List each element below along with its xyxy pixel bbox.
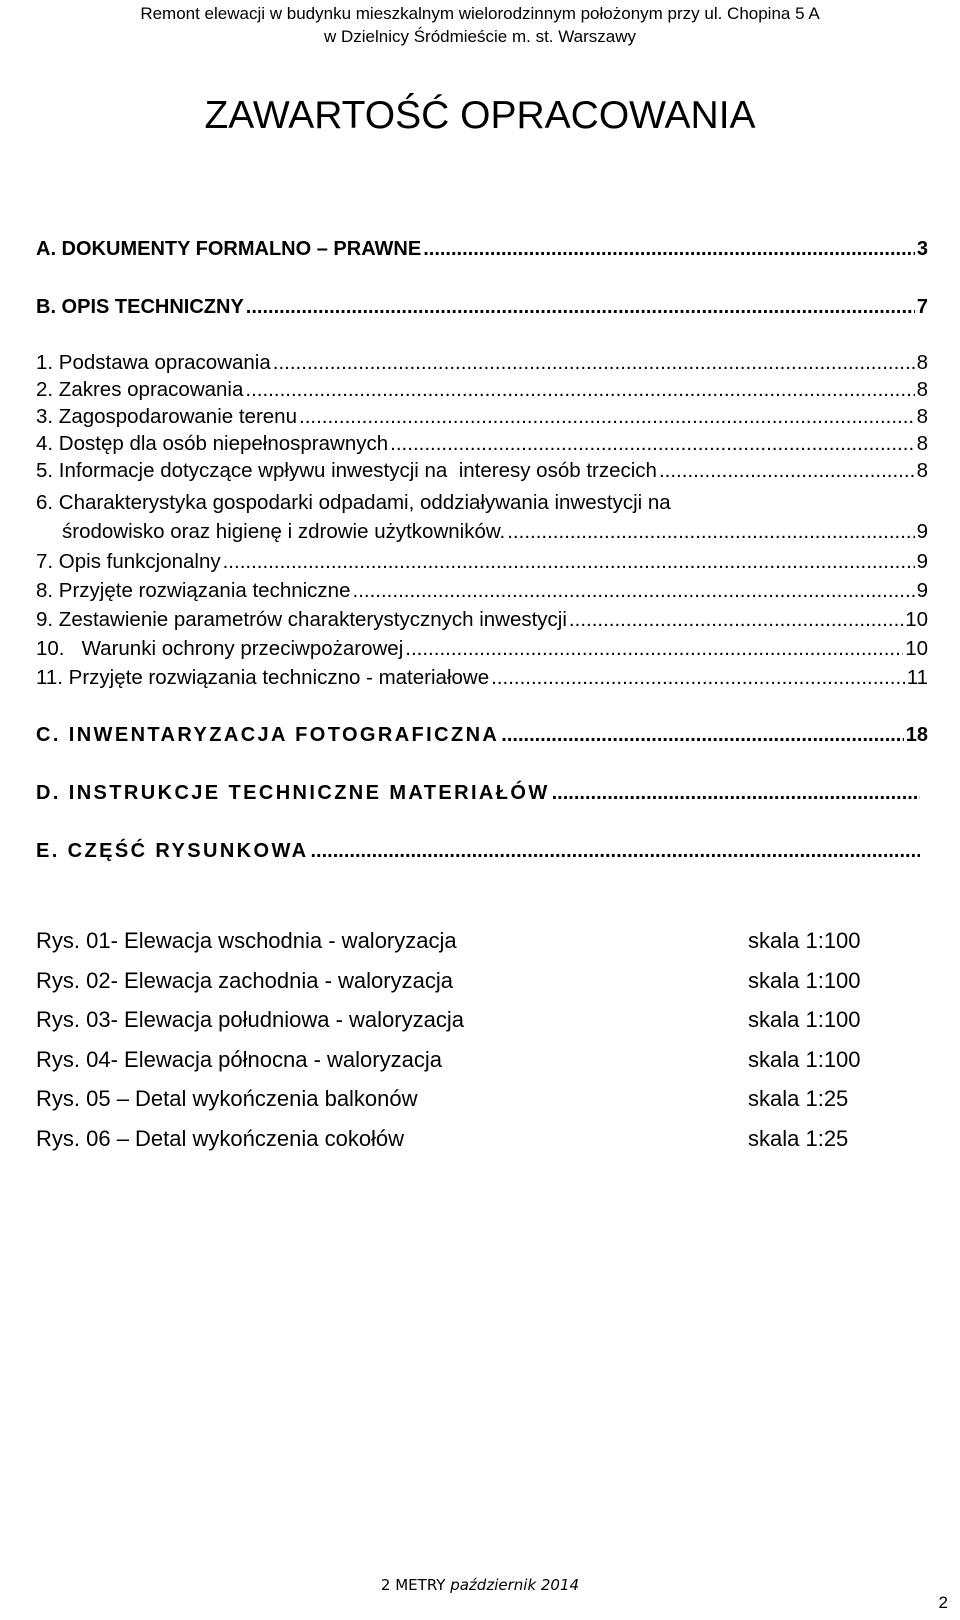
toc-leader [353, 577, 915, 605]
toc-page: 8 [916, 378, 928, 401]
toc-leader [390, 430, 914, 458]
toc-item[interactable] [36, 635, 928, 663]
toc-page: 8 [916, 351, 928, 374]
toc-leader [245, 376, 914, 404]
toc-item[interactable] [36, 664, 928, 692]
drawing-title: Rys. 03- Elewacja południowa - waloryzacja [36, 1007, 464, 1032]
toc-item[interactable] [36, 430, 928, 458]
toc-page: 10 [905, 637, 928, 660]
toc-item[interactable] [36, 489, 928, 517]
toc-label: 9. Zestawienie parametrów charakterystycznych inwestycji [36, 608, 567, 631]
toc-leader [299, 403, 915, 431]
toc-label: E. CZĘŚĆ RYSUNKOWA [36, 840, 309, 862]
toc-item[interactable] [36, 606, 928, 634]
header-line-1: Remont elewacji w budynku mieszkalnym wielorodzinnym położonym przy ul. Chopina 5 A [140, 4, 820, 23]
toc-leader [423, 235, 915, 263]
toc-item[interactable] [36, 349, 928, 377]
toc-label: A. DOKUMENTY FORMALNO – PRAWNE [36, 238, 422, 260]
toc-page: 11 [906, 666, 928, 689]
toc-label: 2. Zakres opracowania [36, 378, 244, 401]
toc-leader [223, 548, 915, 576]
toc-leader [273, 349, 915, 377]
toc-leader [552, 779, 920, 807]
toc-label: 1. Podstawa opracowania [36, 351, 271, 374]
page-number: 2 [938, 1593, 948, 1612]
page-footer [0, 1575, 960, 1595]
drawing-scale: skala 1:25 [748, 1086, 849, 1111]
toc-item[interactable] [36, 577, 928, 605]
footer-date: październik 2014 [450, 1576, 580, 1594]
page-header [0, 0, 960, 48]
toc-section-c[interactable] [36, 721, 928, 749]
drawing-scale: skala 1:100 [748, 1047, 861, 1072]
toc-page: 9 [916, 550, 928, 573]
toc-leader [659, 457, 915, 485]
toc-label: 11. Przyjęte rozwiązania techniczno - materiałowe [36, 666, 490, 689]
toc-page: 18 [905, 724, 928, 746]
toc-label: 3. Zagospodarowanie terenu [36, 405, 297, 428]
toc-section-a[interactable] [36, 235, 928, 263]
toc-page: 8 [916, 459, 928, 482]
toc-label: środowisko oraz higienę i zdrowie użytkowników. [62, 520, 506, 543]
toc-label: 5. Informacje dotyczące wpływu inwestycji na interesy osób trzecich [36, 459, 657, 482]
toc-page: 3 [916, 238, 928, 260]
toc-label: C. INWENTARYZACJA FOTOGRAFICZNA [36, 724, 500, 746]
toc-leader [491, 664, 905, 692]
drawing-scale: skala 1:100 [748, 968, 861, 993]
toc-leader [569, 606, 903, 634]
drawing-title: Rys. 05 – Detal wykończenia balkonów [36, 1086, 418, 1111]
toc-leader [507, 518, 914, 546]
drawing-scale: skala 1:25 [748, 1126, 849, 1151]
drawing-title: Rys. 01- Elewacja wschodnia - waloryzacja [36, 928, 457, 953]
toc-label: 6. Charakterystyka gospodarki odpadami, oddziaływania inwestycji na [36, 491, 671, 514]
document-title: ZAWARTOŚĆ OPRACOWANIA [204, 94, 756, 137]
toc-label: B. OPIS TECHNICZNY [36, 296, 244, 318]
toc-leader [501, 721, 903, 749]
footer-company: 2 METRY [380, 1576, 451, 1594]
toc-leader [405, 635, 903, 663]
toc-label: D. INSTRUKCJE TECHNICZNE MATERIAŁÓW [36, 782, 550, 804]
toc-item[interactable] [36, 548, 928, 576]
toc-page: 8 [916, 405, 928, 428]
toc-item-continuation[interactable] [36, 518, 928, 546]
toc-section-e[interactable] [36, 837, 922, 865]
toc-page: 7 [916, 296, 928, 318]
toc-page: 10 [905, 608, 928, 631]
toc-leader [310, 837, 920, 865]
toc-page: 9 [916, 579, 928, 602]
drawing-title: Rys. 02- Elewacja zachodnia - waloryzacja [36, 968, 453, 993]
toc-section-d[interactable] [36, 779, 922, 807]
toc-leader [246, 293, 915, 321]
toc-page: 8 [916, 432, 928, 455]
toc-section-b[interactable] [36, 293, 928, 321]
toc-item[interactable] [36, 457, 928, 485]
drawing-title: Rys. 04- Elewacja północna - waloryzacja [36, 1047, 442, 1072]
header-line-2: w Dzielnicy Śródmieście m. st. Warszawy [323, 27, 637, 46]
drawing-scale: skala 1:100 [748, 928, 861, 953]
toc-label: 4. Dostęp dla osób niepełnosprawnych [36, 432, 389, 455]
toc-page: 9 [916, 520, 928, 543]
toc-label: 8. Przyjęte rozwiązania techniczne [36, 579, 351, 602]
toc-item[interactable] [36, 376, 928, 404]
drawing-title: Rys. 06 – Detal wykończenia cokołów [36, 1126, 405, 1151]
toc-label: 7. Opis funkcjonalny [36, 550, 221, 573]
drawing-scale: skala 1:100 [748, 1007, 861, 1032]
toc-item[interactable] [36, 403, 928, 431]
toc-label: 10. Warunki ochrony przeciwpożarowej [36, 637, 404, 660]
